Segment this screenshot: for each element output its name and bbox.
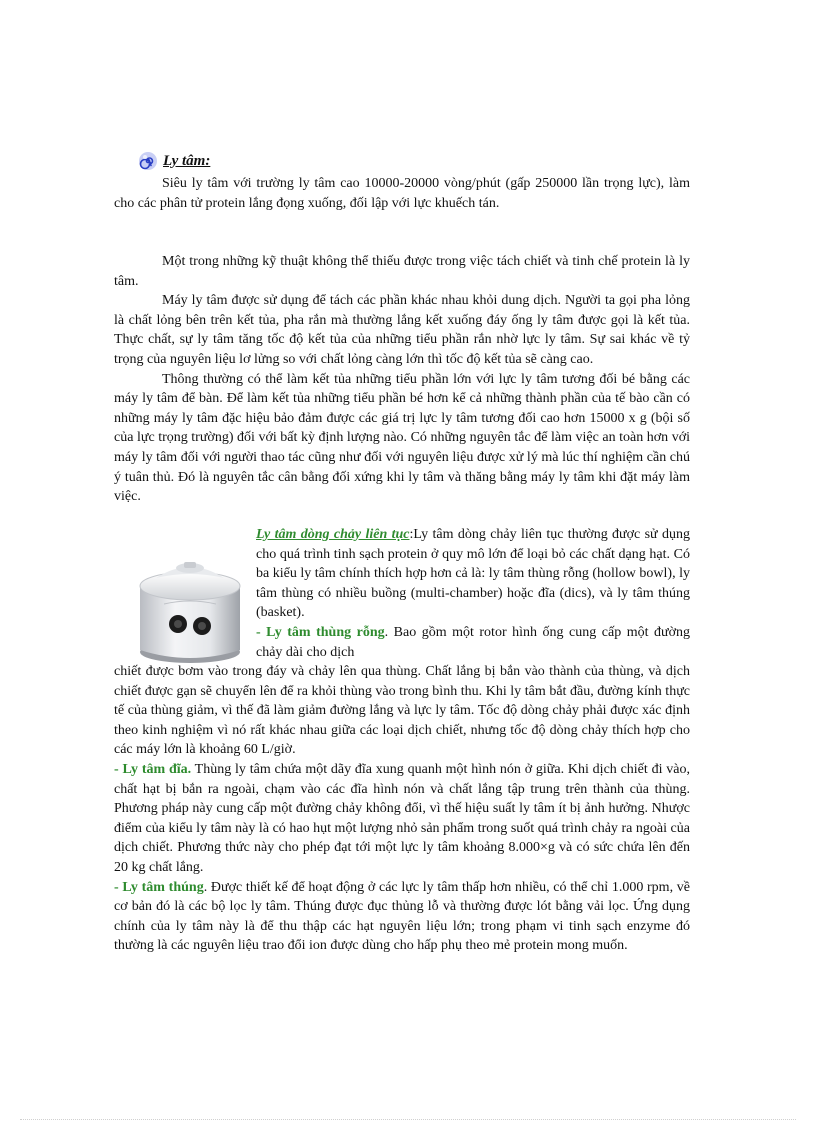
basket-paragraph bbox=[114, 878, 690, 956]
continuous-flow-text: :Ly tâm dòng chảy liên tục thường được sử dụng cho quá trình tinh sạch protein ở quy mô lớn để loại bỏ các chất dạng hạt. Có ba kiểu ly tâm chính thích hợp hơn cả là: ly tâm thùng rỗng (hollow bowl), ly tâm thùng có nhiều buồng (multi-chamber) hoặc đĩa (dics), và ly tâm thúng (basket). bbox=[256, 527, 690, 621]
basket-text: . Được thiết kế để hoạt động ở các lực ly tâm thấp hơn nhiều, có thể chỉ 1.000 rpm, về cơ bản đó là các bộ lọc ly tâm. Thúng được đục thủng lỗ và thường được lót bằng vải lọc. Ứng dụng chính của ly tâm này là để thu thập các hạt nguyên liệu lớn; trong phạm vi tinh sạch enzyme đó thường là các nguyên liệu trao đổi ion được dùng cho hấp phụ theo mẻ protein mong muốn. bbox=[114, 879, 690, 954]
continuous-flow-section bbox=[256, 525, 690, 662]
hollow-bowl-paragraph bbox=[256, 623, 690, 662]
intro-paragraph: Siêu ly tâm với trường ly tâm cao 10000-20000 vòng/phút (gấp 250000 lần trọng lực), làm cho các phân tử protein lắng đọng xuống, đối lập với lực khuếch tán. bbox=[114, 176, 690, 211]
hollow-bowl-term: - Ly tâm thùng rỗng bbox=[256, 624, 385, 640]
centrifuge-machine-image bbox=[134, 548, 246, 668]
paragraph-2: Máy ly tâm được sử dụng để tách các phần khác nhau khỏi dung dịch. Người ta gọi pha lỏng là chất lỏng bên trên kết tủa, pha rắn mà thường lắng kết xuống đáy ống ly tâm được gọi là kết tủa. Thực chất, sự ly tâm tăng tốc độ kết tủa của những tiểu phần rắn nhờ lực ly tâm. Sự sai khác về tỷ trọng của nguyên liệu lơ lửng so với chất lỏng càng lớn thì tốc độ kết tủa sẽ càng cao. bbox=[114, 293, 690, 367]
intro-block bbox=[114, 174, 690, 213]
disc-text: Thùng ly tâm chứa một dãy đĩa xung quanh một hình nón ở giữa. Khi dịch chiết đi vào, chất hạt bị bắn ra ngoài, chạm vào các đĩa hình nón và chất lắng tập trung trên thành của thùng. Phương pháp này cung cấp một đường chảy không đổi, vì thế hiệu suất ly tâm ít bị ảnh hưởng. Nhược điểm của kiểu ly tâm này là có hao hụt một lượng nhỏ sản phẩm trong suốt quá trình chảy ra ngoài của dịch chiết. Phương thức này cho phép đạt tới một lực ly tâm khoảng 8.000×g và có sức chứa lên đến 20 kg chất lắng. bbox=[114, 761, 690, 875]
paragraph-3: Thông thường có thể làm kết tủa những tiểu phần lớn với lực ly tâm tương đối bé bằng các máy ly tâm để bàn. Để làm kết tủa những tiểu phần bé hơn kể cả những thành phần của tế bào cần có những máy ly tâm đặc hiệu bảo đảm được các giá trị lực ly tâm tương đối cao hơn 15000 x g (bội số của lực trọng trường) đối với bất kỳ định lượng nào. Có những nguyên tắc để làm việc an toàn hơn với máy ly tâm đối với người thao tác cũng như đối với nguyên liệu được xử lý mà lúc thí nghiệm cần chú ý tuân thủ. Đó là nguyên tắc cân bằng đối xứng khi ly tâm và thăng bằng máy ly tâm khi đặt máy làm việc. bbox=[114, 371, 690, 505]
disc-paragraph bbox=[114, 760, 690, 878]
continuous-flow-term: Ly tâm dòng chảy liên tục bbox=[256, 527, 410, 542]
page-bottom-divider bbox=[20, 1119, 796, 1120]
section-title: Ly tâm: bbox=[163, 152, 211, 169]
continuous-flow-paragraph bbox=[256, 525, 690, 623]
main-text-block bbox=[114, 252, 690, 507]
hollow-bowl-continued: chiết được bơm vào trong đáy và chảy lên qua thùng. Chất lắng bị bắn vào thành của thùng, và dịch chiết được gạn sẽ chuyển lên để ra khỏi thùng vào trong bình thu. Khi ly tâm bắt đầu, đường kính thực tế của thùng giảm, vì thế đã làm giảm đường lắng và lực ly tâm. Tốc độ dòng chảy phải được xác định theo kinh nghiệm vì nó rất khác nhau giữa các loại dịch chiết, nhưng tốc độ dòng chảy thích hợp cho các máy lớn là khoảng 60 L/giờ. bbox=[114, 664, 690, 758]
hollow-bowl-text: . Bao gồm một rotor hình ống cung cấp một đường chảy dài cho dịch bbox=[256, 624, 690, 660]
paragraph-1: Một trong những kỹ thuật không thể thiếu được trong việc tách chiết và tinh chế protein là ly tâm. bbox=[114, 254, 690, 289]
centrifuge-figure bbox=[134, 548, 246, 668]
spiral-bullet-icon bbox=[138, 151, 158, 171]
basket-term: - Ly tâm thúng bbox=[114, 879, 204, 895]
centrifuge-types-section bbox=[114, 662, 690, 956]
disc-term: - Ly tâm đĩa. bbox=[114, 761, 192, 777]
section-heading bbox=[138, 150, 210, 172]
